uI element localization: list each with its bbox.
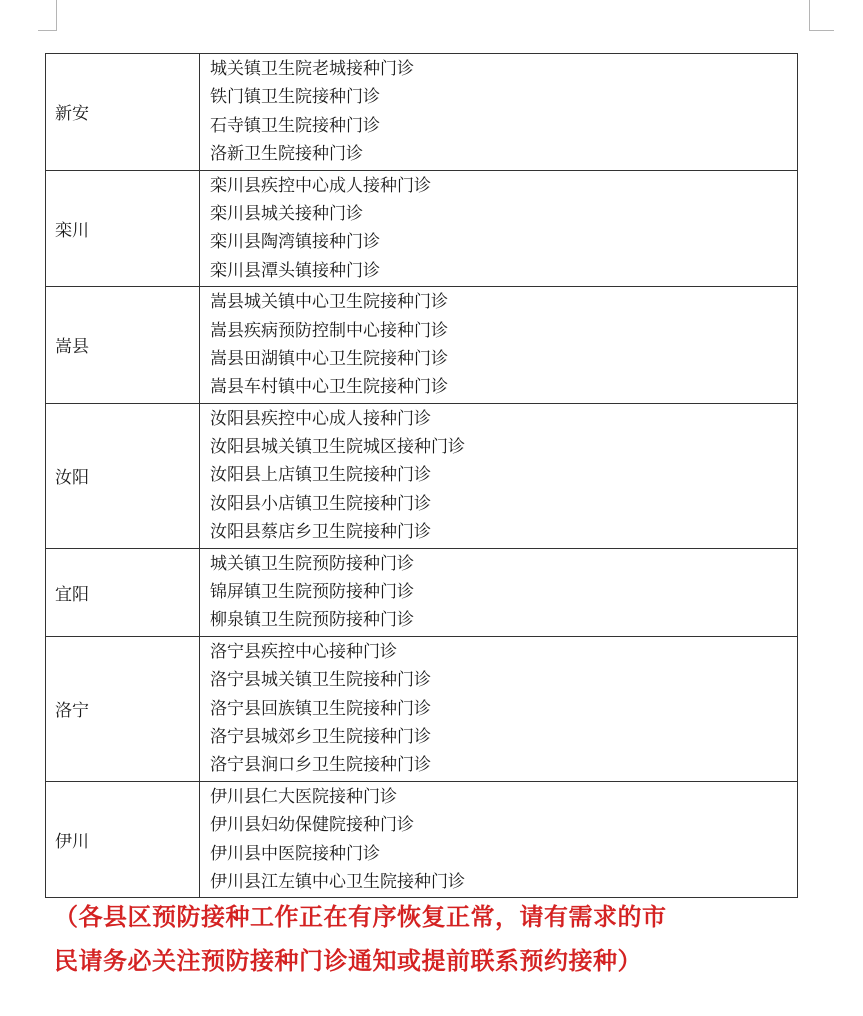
clinic-item: 栾川县潭头镇接种门诊 [210, 260, 380, 281]
clinic-item: 洛宁县回族镇卫生院接种门诊 [210, 698, 431, 719]
table-row [46, 403, 797, 548]
county-cell: 嵩县 [46, 287, 200, 403]
notice-text [54, 895, 824, 983]
clinic-item: 伊川县中医院接种门诊 [210, 843, 380, 864]
clinic-item: 柳泉镇卫生院预防接种门诊 [210, 610, 414, 631]
county-cell: 宜阳 [46, 549, 200, 636]
table-row [46, 54, 797, 170]
clinic-item: 洛宁县城郊乡卫生院接种门诊 [210, 726, 431, 747]
table-row [46, 548, 797, 636]
clinic-item: 汝阳县城关镇卫生院城区接种门诊 [210, 437, 465, 458]
clinic-list-cell [200, 287, 797, 403]
table-row [46, 781, 797, 898]
notice-line-2: 民请务必关注预防接种门诊通知或提前联系预约接种） [54, 947, 642, 975]
county-cell: 新安 [46, 54, 200, 170]
table-row [46, 170, 797, 287]
clinic-item: 石寺镇卫生院接种门诊 [210, 115, 380, 136]
clinic-list-cell [200, 549, 797, 636]
clinic-item: 汝阳县小店镇卫生院接种门诊 [210, 493, 431, 514]
clinic-item: 栾川县疾控中心成人接种门诊 [210, 175, 431, 196]
table-row [46, 636, 797, 781]
clinic-item: 嵩县车村镇中心卫生院接种门诊 [210, 377, 448, 398]
clinic-item: 伊川县妇幼保健院接种门诊 [210, 815, 414, 836]
clinic-item: 嵩县田湖镇中心卫生院接种门诊 [210, 348, 448, 369]
page-corner-mark-top-right [809, 0, 834, 31]
clinic-item: 洛新卫生院接种门诊 [210, 144, 363, 165]
page-corner-mark-top-left [38, 0, 57, 31]
notice-line-1: （各县区预防接种工作正在有序恢复正常，请有需求的市 [54, 903, 667, 931]
clinic-item: 城关镇卫生院老城接种门诊 [210, 59, 414, 79]
clinic-item: 伊川县江左镇中心卫生院接种门诊 [210, 871, 465, 892]
clinic-item: 栾川县陶湾镇接种门诊 [210, 232, 380, 253]
clinic-item: 洛宁县城关镇卫生院接种门诊 [210, 670, 431, 691]
county-cell: 洛宁 [46, 637, 200, 781]
table-row [46, 286, 797, 403]
clinic-list-cell [200, 171, 797, 287]
county-cell: 伊川 [46, 782, 200, 898]
clinic-item: 铁门镇卫生院接种门诊 [210, 87, 380, 108]
vaccination-clinic-table [45, 53, 798, 898]
clinic-item: 嵩县城关镇中心卫生院接种门诊 [210, 292, 448, 313]
clinic-item: 伊川县仁大医院接种门诊 [210, 786, 397, 807]
clinic-list-cell [200, 54, 797, 170]
county-cell: 汝阳 [46, 404, 200, 548]
clinic-item: 栾川县城关接种门诊 [210, 203, 363, 224]
clinic-item: 汝阳县蔡店乡卫生院接种门诊 [210, 522, 431, 543]
clinic-list-cell [200, 404, 797, 548]
clinic-item: 汝阳县上店镇卫生院接种门诊 [210, 465, 431, 486]
clinic-item: 洛宁县涧口乡卫生院接种门诊 [210, 755, 431, 776]
clinic-item: 锦屏镇卫生院预防接种门诊 [210, 582, 414, 603]
clinic-list-cell [200, 782, 797, 898]
clinic-item: 洛宁县疾控中心接种门诊 [210, 641, 397, 662]
clinic-item: 城关镇卫生院预防接种门诊 [210, 553, 414, 574]
clinic-item: 汝阳县疾控中心成人接种门诊 [210, 408, 431, 429]
clinic-list-cell [200, 637, 797, 781]
county-cell: 栾川 [46, 171, 200, 287]
clinic-item: 嵩县疾病预防控制中心接种门诊 [210, 320, 448, 341]
